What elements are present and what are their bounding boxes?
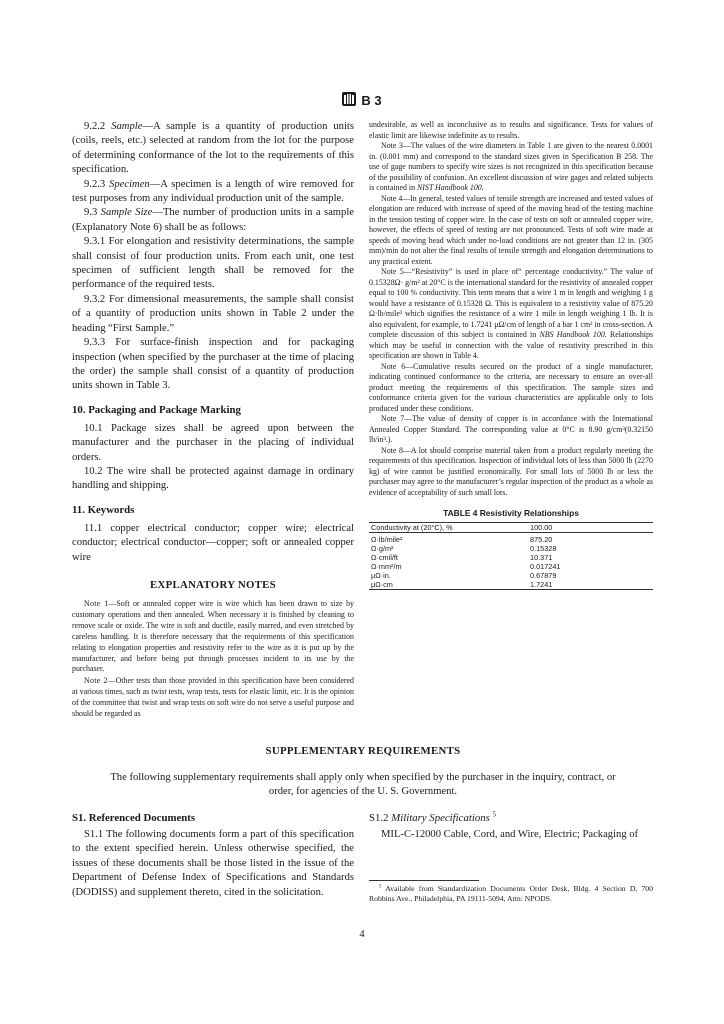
table-cell-value: 1.7241: [528, 580, 653, 590]
table-cell-unit: Ω·mm²/m: [371, 562, 402, 571]
paragraph-10-1: 10.1 Package sizes shall be agreed upon between the manufacturer and the purchaser in the placing of individual orders.: [72, 422, 354, 463]
resistivity-table: [369, 522, 653, 590]
right-column: [369, 120, 653, 590]
table-cell-unit: μΩ·in.: [371, 571, 391, 580]
table-cell-value: 0.017241: [530, 562, 561, 571]
note-5: Note 5—“Resistivity” is used in place of“ percentage conductivity.” The value of 0.15328Ω· g/m² at 20°C is the international standard for the resistivity of annealed copper equal to 100 % conductivity. This term means that a wire 1 m in length and weighing 1 g would have a resistance of 0.15328 Ω. This is equivalent to a resistivity value of 875.20 Ω·lb/mile² which signifies the resistance of a wire 1 mile in length weighing 1 lb. It is also equivalent, for example, to 1.7241 μΩ/cm of length of a bar 1 cm² in cross-section. A complete discussion of this subject is contained in NBS Handbook 100. Relationships which may be useful in connection with the value of resistivity prescribed in this specification are shown in Table 4.: [369, 267, 654, 360]
s1-right-column: [369, 812, 653, 904]
table-cell-value: 875.20: [530, 535, 553, 544]
note-3: Note 3—The values of the wire diameters in Table 1 are given to the nearest 0.0001 in. (0.001 mm) and correspond to the standard sizes given in Specification B 258. The use of gage numbers to specify wire sizes is not recognized in this specification because of the possibility of confusion. An excellent discussion of wire gages and related subjects is contained in NIST Handbook 100.: [369, 141, 653, 192]
table-cell-unit: Ω·cmil/ft: [371, 553, 398, 562]
note-2-continued: undesirable, as well as inconclusive as to results and significance. Tests for values of elastic limit are likewise indefinite as to results.: [369, 120, 653, 140]
s1-heading: S1. Referenced Documents: [72, 812, 196, 824]
paragraph-9-2-2: 9.2.2 Sample—A sample is a quantity of production units (coils, reels, etc.) selected at random from the lot for the purpose of determining conformance of the lot to the requirements of this specification.: [72, 121, 354, 176]
supplementary-section: [72, 745, 654, 800]
table-cell-value: 0.67879: [530, 571, 557, 580]
note-6: Note 6—Cumulative results secured on the product of a single manufacturer, indicating continued conformance to the criteria, are necessary to ensure an over-all product meeting the requirements of this specification. The sample sizes and conformance criteria given for the various characteristics are applicable only to lots produced under these conditions.: [369, 361, 653, 413]
table-row: [369, 580, 653, 590]
table-row: [369, 544, 653, 553]
note-2: Note 2—Other tests than those provided in this specification have been considered at various times, such as twist tests, wrap tests, tests for elastic limit, etc. It is the opinion of the committee that twist and wrap tests on soft wire do not serve a useful purpose and should be regarded as: [72, 676, 354, 719]
paragraph-11-1: 11.1 copper electrical conductor; copper wire; electrical conductor; electrical conductor—copper; soft or annealed copper wire: [72, 522, 354, 563]
paragraph-9-2-3: 9.2.3 Specimen—A specimen is a length of wire removed for test purposes from any individual production unit of the sample.: [72, 178, 354, 205]
s1-left-column: [72, 812, 354, 900]
paragraph-9-3-2: 9.3.2 For dimensional measurements, the sample shall consist of a quantity of production units shown in Table 2 under the heading “First Sample.”: [72, 293, 354, 334]
supplementary-intro: The following supplementary requirements shall apply only when specified by the purchaser in the inquiry, contract, or order, for agencies of the U. S. Government.: [110, 772, 616, 798]
left-column: [72, 120, 354, 721]
table-cell-unit: Ω·g/m²: [371, 544, 394, 553]
explanatory-notes-heading: EXPLANATORY NOTES: [149, 578, 276, 591]
section-11-heading: 11. Keywords: [72, 503, 135, 516]
note-7: Note 7—The value of density of copper is in accordance with the International Annealed Copper Standard. The corresponding value at 0°C is 8.90 g/cm³(0.32150 lb/in³.).: [369, 414, 653, 444]
astm-logo-icon: [342, 92, 356, 109]
paragraph-9-3-3: 9.3.3 For surface-finish inspection and for packaging inspection (when specified by the purchaser at the time of placing the order) the sample shall consist of a quantity of production units shown in Table 3.: [72, 337, 354, 392]
footnote-5: $^5$ Available from Standardization Documents Order Desk, Bldg. 4 Section D, 700 Robbins Ave., Philadelphia, PA 19111-5094, Attn: NPODS.: [369, 884, 653, 904]
page-number: 4: [359, 929, 365, 940]
table-row: [369, 562, 653, 571]
paragraph-9-3: 9.3 Sample Size—The number of production units in a sample (Explanatory Note 6) shall be as follows:: [72, 207, 354, 233]
table-header-row: [369, 523, 653, 533]
table-cell-unit: Ω·lb/mile²: [371, 535, 403, 544]
table-row: [369, 535, 653, 544]
designation: B 3: [361, 93, 382, 109]
table-cell-value: 0.15328: [530, 544, 557, 553]
table-4-title: TABLE 4 Resistivity Relationships: [443, 508, 579, 518]
footnote-divider: [369, 880, 479, 881]
paragraph-9-3-1: 9.3.1 For elongation and resistivity determinations, the sample shall consist of four production units. From each unit, one test specimen of sufficient length shall be removed for the performance of the required tests.: [72, 236, 354, 291]
s1-2-text: MIL-C-12000 Cable, Cord, and Wire, Electric; Packaging of: [381, 829, 639, 840]
table-cell-value: 10.371: [530, 553, 553, 562]
paragraph-10-2: 10.2 The wire shall be protected against damage in ordinary handling and shipping.: [72, 465, 354, 492]
table-cell-unit: μΩ·cm: [369, 580, 528, 590]
note-1: Note 1—Soft or annealed copper wire is wire which has been drawn to size by customary operations and then annealed. When necessary it is finished by cleaning to remove scale or oxide. The wire is soft and ductile, easily marred, and even stretched by careless handling. It is therefore necessary that the requirements of this specification relating to elongation properties and resistivity refer to the wire as it is put up by the manufacturer, and before being put through processes incident to its use by the purchaser.: [72, 598, 354, 674]
note-4: Note 4—In general, tested values of tensile strength are increased and tested values of elongation are reduced with increase of speed of the moving head of the testing machine in the tension testing of copper wire. In the case of tests on soft or annealed copper wire, however, the effects of speed of testing are not pronounced. Tests of soft wire made at speeds of moving head which under no-load conditions are not greater than 12 in. (305 mm)/min do not alter the final results of tensile strength and elongation determinations to any practical extent.: [369, 193, 653, 266]
table-row: [369, 553, 653, 562]
section-10-heading: 10. Packaging and Package Marking: [72, 403, 241, 416]
s1-2-heading: S1.2 Military Specifications $^5$: [369, 810, 497, 824]
table-header-label: Conductivity at (20°C), %: [369, 523, 528, 533]
table-header-value: 100.00: [528, 523, 653, 533]
table-row: [369, 571, 653, 580]
supplementary-heading: SUPPLEMENTARY REQUIREMENTS: [265, 745, 461, 757]
s1-1-paragraph: S1.1 The following documents form a part of this specification to the extent specified herein. Unless otherwise specified, the issues of these documents shall be those listed in the issue of the Department of Defense Index of Specifications and Standards (DODISS) and supplement thereto, cited in the solicitation.: [72, 829, 354, 898]
page-header: [0, 92, 724, 109]
note-8: Note 8—A lot should comprise material taken from a product regularly meeting the requirements of this specification. Inspection of individual lots of less than 5000 lb (2270 kg) of wire cannot be justified economically. For small lots of 5000 lb or less the purchaser may agree to the manufacturer’s regular inspection of the product as a whole as evidence of acceptability of such small lots.: [369, 445, 653, 497]
